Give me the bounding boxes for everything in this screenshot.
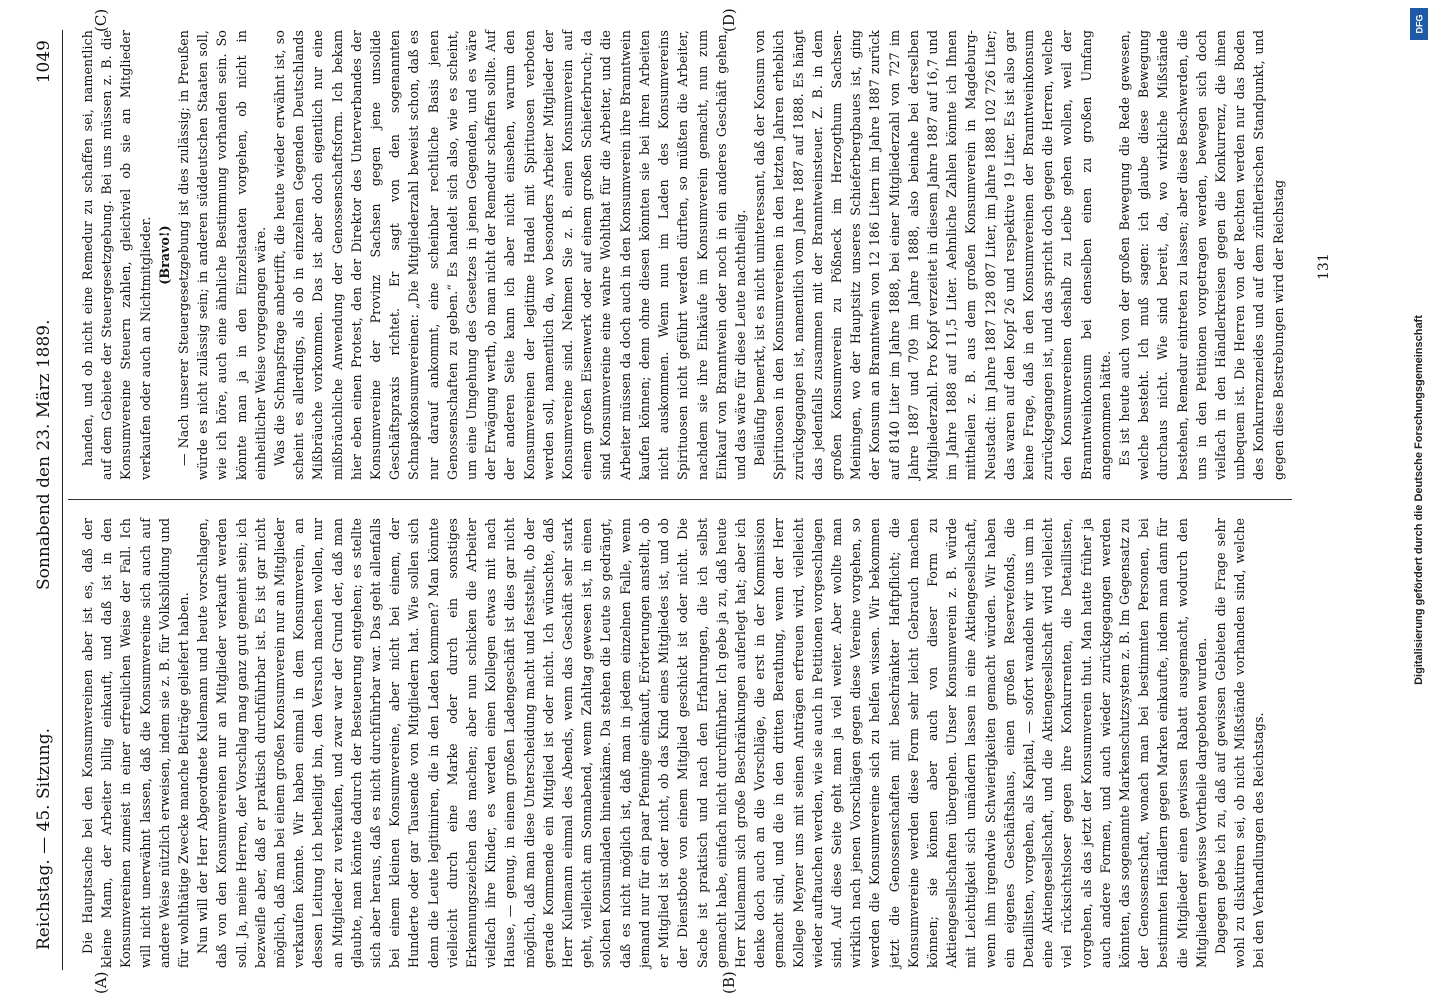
margin-mark-d: (D): [720, 8, 738, 32]
left-paragraph: Dagegen gebe ich zu, daß auf gewissen Gebieten die Frage sehr wohl zu diskutiren sei, ob nicht Mißstände vorhanden sind, welche bei den Verhandlungen des Reichstags.: [1212, 518, 1267, 968]
header-session: Reichstag. — 45. Sitzung.: [34, 727, 54, 950]
right-paragraph: Es ist heute auch von der großen Bewegung die Rede gewesen, welche besteht. Ich muß sagen: ich glaube diese Bewegung durchaus nicht. Wie sind bereit, da, wo wirkliche Mißstände bestehen, Remedur eintreten zu lassen; aber diese Beschwerden, die uns in den Petitionen vorgetragen werden, bewegen sich doch vielfach in den Händlerkreisen gegen die Konkurrenz, die ihnen unbequem ist. Die Herren von der Rechten werden nur das Boden des Konkurrenzneides und auf dem zünftlerischen Standpunkt, und gegen diese Bestrebungen wird der Reichstag: [1116, 30, 1286, 480]
right-column: [78, 30, 1286, 480]
header-date: Sonnabend den 23. März 1889.: [34, 319, 54, 590]
footer-signature-number: 131: [1316, 253, 1332, 280]
margin-mark-a: (A): [92, 971, 110, 994]
left-column: [78, 518, 1282, 968]
left-paragraph: Nun will der Herr Abgeordnete Kulemann und heute vorschlagen, daß von den Konsumvereinen nur an Mitglieder verkauft werden soll. Ja, meine Herren, der Vorschlag mag ganz gut gemeint sein; ich bezweifle aber, daß er praktisch durchführbar ist. Es ist gar nicht möglich, daß man bei einem großen Konsumverein nur an Mitglieder verkaufen könnte. Wir haben einmal in dem Konsumverein, an dessen Leitung ich betheiligt bin, den Versuch machen wollen, nur an Mitglieder zu verkaufen, und zwar war der Grund der, daß man glaubte, man könnte dadurch der Besteuerung entgehen; es stellte sich aber heraus, daß es nicht durchführbar war. Das geht allenfalls bei einem kleinen Konsumvereine, aber nicht bei einem, der Hunderte oder gar Tausende von Mitgliedern hat. Wie sollen sich denn die Leute legitimiren, die in den Laden kommen? Man könnte vielleicht durch eine Marke oder durch ein sonstiges Erkennungszeichen das machen; aber nun schicken die Arbeiter vielfach ihre Kinder, es werden einen Kollegen etwas mit nach Hause, — genug, in einem großen Ladengeschäft ist dies gar nicht möglich, daß man diese Unterscheidung macht und feststellt, ob der gerade Kommende ein Mitglied ist oder nicht. Ich wünschte, daß Herr Kulemann einmal des Abends, wenn das Geschäft sehr stark geht, vielleicht am Sonnabend, wenn Zahltag gewesen ist, in einen solchen Konsumladen hineinkäme. Da stehen die Leute so gedrängt, daß es nicht möglich ist, daß man in jedem einzelnen Falle, wenn jemand nur für ein paar Pfennige einkauft, Erörterungen anstellt, ob er Mitglied ist oder nicht, ob das Kind eines Mitgliedes ist, und ob der Dienstbote von einem Mitglied geschickt ist oder nicht. Die Sache ist praktisch und nach den Erfahrungen, die ich selbst gemacht habe, einfach nicht durchführbar. Ich gebe ja zu, daß heute Herr Kulemann sich große Beschränkungen auferlegt hat; aber ich denke doch auch an die Vorschläge, die erst in der Kommission gemacht sind, und die in den dritten Berathung, wenn der Herr Kollege Meyner uns mit seinen Anträgen erfreuen wird, vielleicht wieder auftauchen werden, wie sie auch in Petitionen vorgeschlagen sind. Auf diese Seite geht man ja viel weiter. Aber wollte man wirklich nach jenen Vorschlägen gegen diese Vereine vorgehen, so werden die Konsumvereine sich zu helfen wissen. Wir bekommen jetzt die Genossenschaften mit beschränkter Haftpflicht; die Konsumvereine werden diese Form sehr leicht Gebrauch machen können; sie können aber auch von dieser Form zu Aktiengesellschaften übergehen. Unser Konsumverein z. B. würde mit Leichtigkeit sich umändern lassen in eine Aktiengesellschaft, wenn ihm irgendwie Schwierigkeiten gemacht würden. Wir haben ein eigenes Geschäftshaus, einen großen Reservefonds, die Detaillisten, vorgehen, als Kapital, — sofort wandeln wir uns um in eine Aktiengesellschaft, und die Aktiengesellschaft wird vielleicht viel rücksichtsloser gegen ihre Konkurrenten, die Detaillisten, vorgehen, als das jetzt der Konsumverein thut. Man hatte früher ja auch andere Formen, und auch wieder zurückgegangen werden könnten, das sogenannte Markenschutzsystem z. B. Im Gegensatz zu der Genossenschaft, wonach man bei bestimmten Personen, bei bestimmten Händlern gegen Marken einkaufte, indem man dann für die Mitglieder einen gewissen Rabatt ausgemacht, wodurch den Mitgliedern gewisse Vortheile dargeboten wurden.: [195, 518, 1209, 968]
margin-mark-b: (B): [720, 971, 738, 994]
left-paragraph: Die Hauptsache bei den Konsumvereinen aber ist es, daß der kleine Mann, der Arbeiter billig einkauft, und daß ist in den Konsumvereinen zumeist in einer erfreulichen Weise der Fall. Ich will nicht unerwähnt lassen, daß die Konsumvereine sich auch auf andere Weise nützlich erweisen, indem sie z. B. für Volksbildung und für wohlthätige Zwecke manche Beiträge geliefert haben.: [80, 518, 192, 968]
page-header: [22, 30, 63, 970]
column-divider: [68, 499, 1292, 500]
right-paragraph: Was die Schnapsfrage anbetrifft, die heute wieder erwähnt ist, so scheint es allerdings, als ob in einzelnen Gegenden Deutschlands Mißbräuche vorkommen. Das ist aber doch eigentlich nur eine mißbräuchliche Anwendung der Genossenschaftsform. Ich bekam hier eben einen Protest, den der Direktor des Unterverbandes der Konsumvereine der Provinz Sachsen gegen jene unsolide Geschäftspraxis richtet. Er sagt von den sogenannten Schnapskonsumvereinen: „Die Mitgliederzahl beweist schon, daß es nur darauf ankommt, eine scheinbar rechtliche Basis jenen Genossenschaften zu geben.“ Es handelt sich also, wie es scheint, um eine Umgehung des Gesetzes in jenen Gegenden, und es wäre der Erwägung werth, ob man nicht der Remedur schaffen sollte. Auf der anderen Seite kann ich aber nicht einsehen, warum den Konsumvereinen der legitime Handel mit Spirituosen verboten werden soll, namentlich da, wo besonders Arbeiter Mitglieder der Konsumvereine sind. Nehmen Sie z. B. einen Konsumverein auf einem großen Eisenwerk oder auf einem großen Schieferbruch; da sind Konsumvereine eine wahre Wohlthat für die Arbeiter, und die Arbeiter müssen da doch auch in den Konsumverein ihre Branntwein kaufen können; denn ohne diesen könnten sie bei ihren Arbeiten nicht auskommen. Wenn nun im Laden des Konsumvereins Spirituosen nicht geführt werden dürften, so müßten die Arbeiter, nachdem sie ihre Einkäufe im Konsumverein gemacht, nun zum Einkauf von Branntwein oder noch in ein anderes Geschäft gehen, und das wäre für diese Leute nachtheilig.: [272, 30, 748, 480]
digitization-credit: [1406, 0, 1432, 1000]
header-page-number: 1049: [34, 40, 54, 84]
right-paragraph: handen, und ob nicht eine Remedur zu schaffen sei, namentlich auf dem Gebiete der Steuergesetzgebung. Bei uns müssen z. B. die Konsumvereine Steuern zahlen, gleichviel ob sie an Mitglieder verkaufen oder auch an Nichtmitglieder.: [80, 30, 153, 480]
credit-text: Digitalisierung gefördert durch die Deutsche Forschungsgemeinschaft: [1413, 315, 1426, 685]
applause-note: (Bravo!): [156, 225, 172, 285]
margin-mark-c: (C): [92, 8, 110, 32]
right-paragraph: Beiläufig bemerkt, ist es nicht uninteressant, daß der Konsum von Spirituosen in den Konsumvereinen in den letzten Jahren erheblich zurückgegangen ist, namentlich vom Jahre 1887 auf 1888. Es hängt das jedenfalls zusammen mit der Branntweinsteuer. Z. B. in dem großen Konsumverein zu Pößneck im Herzogthum Sachsen-Meiningen, wo der Hauptsitz unseres Schieferbergbaues ist, ging der Konsum an Branntwein von 12 186 Litern im Jahre 1887 zurück auf 8140 Liter im Jahre 1888, bei einer Mitgliederzahl von 727 im Jahre 1887 und 709 im Jahre 1888, also beinahe bei derselben Mitgliederzahl. Pro Kopf verzeitet in diesem Jahre 1887 auf 16,7 und im Jahre 1888 auf 11,5 Liter. Aehnliche Zahlen könnte ich Ihnen mittheilen z. B. aus dem großen Konsumverein in Magdeburg-Neustadt: im Jahre 1887 128 087 Liter, im Jahre 1888 102 726 Liter; das waren auf den Kopf 26 und respektive 19 Liter. Es ist also gar keine Frage, daß in den Konsumvereinen der Branntweinkonsum zurückgegangen ist, und das spricht doch gegen die Herren, welche den Konsumvereinen deshalb zu Leibe gehen wollen, weil der Branntweinkonsum bei denselben einen zu großen Umfang angenommen hätte.: [752, 30, 1113, 480]
right-paragraph: — Nach unserer Steuergesetzgebung ist dies zulässig; in Preußen würde es nicht zulässig sein; in anderen süddeutschen Staaten soll, wie ich höre, auch eine ähnliche Bestimmung vorhanden sein. So könnte man ja in den Einzelstaaten vorgehen, ob nicht in einheitlicher Weise vorgegangen wäre.: [176, 30, 268, 480]
dfg-logo-icon: DFG: [1410, 8, 1428, 40]
